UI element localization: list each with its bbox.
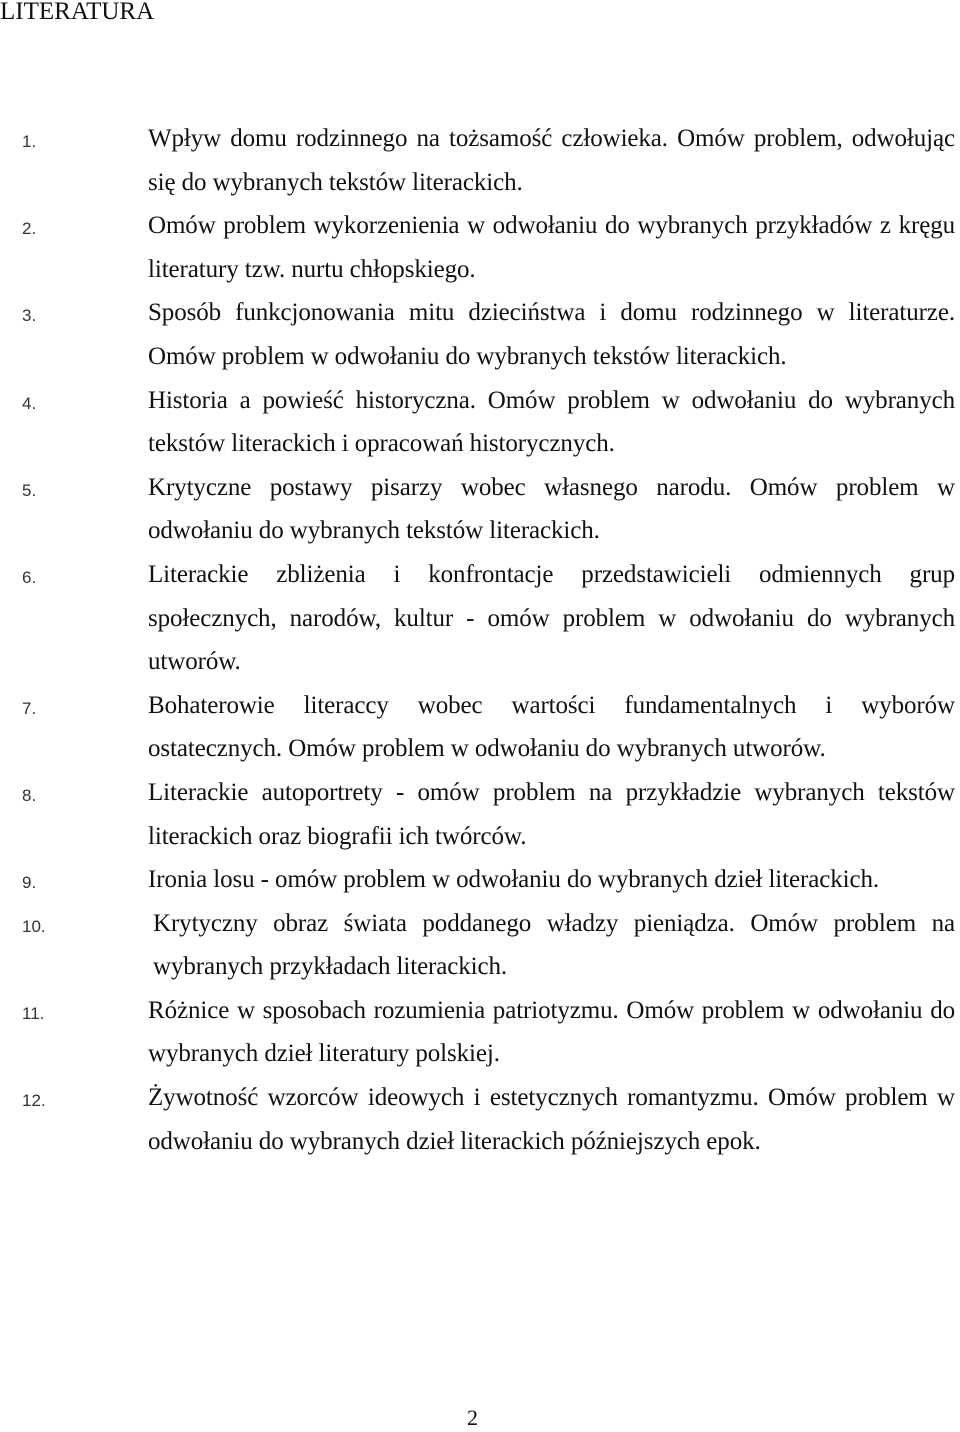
page-title: LITERATURA (0, 0, 155, 25)
list-item (0, 902, 960, 989)
list-item (0, 684, 960, 771)
list-item-number: 2. (22, 219, 37, 239)
list-item-text: Różnice w sposobach rozumienia patriotyzmu. Omów problem w odwołaniu do wybranych dzieł literatury polskiej. (148, 996, 955, 1068)
list-item-number: 4. (22, 393, 37, 413)
list-item-number: 12. (22, 1091, 46, 1111)
list-item-text: Literackie autoportrety - omów problem na przykładzie wybranych tekstów literackich oraz biografii ich twórców. (148, 778, 955, 850)
list-item-number: 7. (22, 698, 37, 718)
list-item-text: Krytyczne postawy pisarzy wobec własnego narodu. Omów problem w odwołaniu do wybranych tekstów literackich. (148, 473, 955, 545)
list-item-number: 11. (22, 1003, 45, 1023)
list-item (0, 379, 960, 466)
list-item-text: Literackie zbliżenia i konfrontacje przedstawicieli odmiennych grup społecznych, narodów, kultur - omów problem w odwołaniu do wybranych utworów. (148, 560, 955, 676)
topic-list (0, 117, 960, 1163)
list-item-number: 1. (22, 132, 37, 151)
list-item-text: Sposób funkcjonowania mitu dzieciństwa i domu rodzinnego w literaturze. Omów problem w odwołaniu do wybranych tekstów literackich. (148, 299, 955, 370)
list-item-text: Krytyczny obraz świata poddanego władzy pieniądza. Omów problem na wybranych przykładach literackich. (153, 909, 955, 981)
list-item (0, 204, 960, 291)
list-item-number: 3. (22, 306, 37, 326)
list-item-number: 6. (22, 567, 37, 587)
list-item-number: 9. (22, 873, 37, 893)
list-item (0, 1076, 960, 1163)
list-item (0, 466, 960, 553)
list-item (0, 989, 960, 1076)
list-item-text: Historia a powieść historyczna. Omów problem w odwołaniu do wybranych tekstów literackich i opracowań historycznych. (148, 386, 955, 458)
list-item-number: 10. (22, 916, 46, 936)
list-item-text: Omów problem wykorzenienia w odwołaniu do wybranych przykładów z kręgu literatury tzw. nurtu chłopskiego. (148, 212, 955, 283)
page-number: 2 (467, 1405, 478, 1430)
list-item (0, 858, 960, 902)
list-item-number: 5. (22, 480, 37, 500)
list-item (0, 291, 960, 378)
list-item-text: Żywotność wzorców ideowych i estetycznych romantyzmu. Omów problem w odwołaniu do wybranych dzieł literackich późniejszych epok. (148, 1084, 955, 1155)
list-item (0, 771, 960, 858)
list-item-number: 8. (22, 785, 37, 805)
list-item-text: Ironia losu - omów problem w odwołaniu do wybranych dzieł literackich. (148, 866, 880, 894)
list-item-text: Wpływ domu rodzinnego na tożsamość człowieka. Omów problem, odwołując się do wybranych tekstów literackich. (148, 125, 955, 196)
list-item (0, 553, 960, 684)
list-item-text: Bohaterowie literaccy wobec wartości fundamentalnych i wyborów ostatecznych. Omów problem w odwołaniu do wybranych utworów. (148, 691, 955, 763)
list-item (0, 117, 960, 204)
